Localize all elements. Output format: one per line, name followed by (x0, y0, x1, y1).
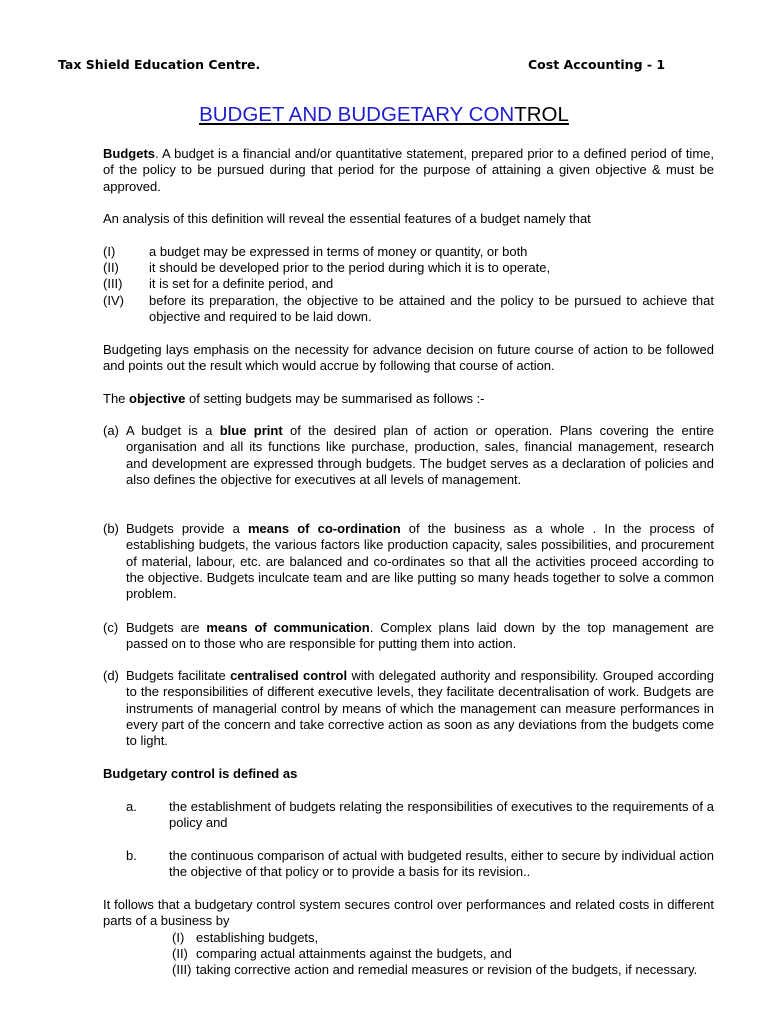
objective-post: of the desired plan of action or operation. Plans covering the entire organisation and all its functions like purchase, production, sales, financial management, research and development are expressed through budgets. The budget serves as a declaration of policies and also defines the objective for executives at all levels of management. (126, 423, 715, 487)
objective-post: of the business as a whole . In the process of establishing budgets, the various factors like production capacity, sales possibilities, and procurement of material, labour, etc. are balanced and co-ordinates so that all the activities proceed according to the objective. Budgets inculcate team and are like putting so many heads together to solve a common problem. (126, 521, 715, 602)
page-title (0, 103, 768, 127)
title-black-part: TROL (514, 103, 569, 126)
objective-post: with delegated authority and responsibility. Grouped according to the responsibilities of different executive levels, they facilitate decentralisation of work. Budgets are instruments of managerial control by means of which the management can measure performances in every part of the concern and take corrective action as soon as any deviations from the budgets come to light. (126, 668, 715, 749)
emphasis-paragraph: Budgeting lays emphasis on the necessity for advance decision on future course of action to be followed and points out the result which would accrue by following that course of action. (103, 342, 714, 374)
objective-pre: Budgets are (126, 620, 207, 635)
definition-paragraph (103, 146, 714, 195)
follows-item-text: taking corrective action and remedial measures or revision of the budgets, if necessary. (196, 962, 698, 977)
control-def-label: a. (126, 799, 137, 814)
objective-pre: Budgets provide a (126, 521, 248, 536)
definition-text: . A budget is a financial and/or quantitative statement, prepared prior to a defined period of time, of the policy to be pursued during that period for the purpose of attaining a given objective & must be approved. (103, 146, 714, 194)
control-def-text: the continuous comparison of actual with budgeted results, either to secure by individual action the objective of that policy or to provide a basis for its revision.. (169, 848, 714, 880)
objective-text (126, 423, 714, 488)
definition-term: Budgets (103, 146, 155, 161)
feature-number: (IV) (103, 293, 124, 308)
follows-item-number: (III) (172, 962, 192, 977)
objective-label: (a) (103, 423, 119, 438)
feature-text: a budget may be expressed in terms of money or quantity, or both (149, 244, 528, 259)
objective-bold: means of communication (206, 620, 370, 635)
control-heading: Budgetary control is defined as (103, 766, 298, 781)
follows-paragraph: It follows that a budgetary control system secures control over performances and related costs in different parts of a business by (103, 897, 714, 929)
feature-text: it should be developed prior to the period during which it is to operate, (149, 260, 551, 275)
feature-number: (I) (103, 244, 116, 259)
objective-intro-post: of setting budgets may be summarised as follows :- (185, 391, 485, 406)
objective-post: . Complex plans laid down by the top management are passed on to those who are responsible for putting them into action. (126, 620, 715, 652)
objective-bold: centralised control (230, 668, 348, 683)
follows-item-number: (II) (172, 946, 188, 961)
objective-intro-bold: objective (129, 391, 186, 406)
feature-number: (III) (103, 276, 123, 291)
objective-text (126, 620, 714, 653)
objective-pre: Budgets facilitate (126, 668, 231, 683)
objective-label: (b) (103, 521, 119, 536)
follows-item-text: establishing budgets, (196, 930, 319, 945)
follows-item-text: comparing actual attainments against the budgets, and (196, 946, 512, 961)
feature-text: before its preparation, the objective to be attained and the policy to be pursued to achieve that objective and required to be laid down. (149, 293, 714, 325)
header-right: Cost Accounting - 1 (528, 57, 666, 72)
objective-bold: means of co-ordination (247, 521, 401, 536)
feature-text: it is set for a definite period, and (149, 276, 334, 291)
control-def-label: b. (126, 848, 137, 863)
objective-pre: A budget is a (126, 423, 220, 438)
objective-label: (c) (103, 620, 119, 635)
control-def-text: the establishment of budgets relating the responsibilities of executives to the requirements of a policy and (169, 799, 714, 831)
objective-bold: blue print (219, 423, 283, 438)
follows-item-number: (I) (172, 930, 185, 945)
objective-text (126, 668, 714, 749)
analysis-intro: An analysis of this definition will reveal the essential features of a budget namely that (103, 211, 591, 226)
title-blue-part: BUDGET AND BUDGETARY CON (199, 103, 515, 126)
objective-label: (d) (103, 668, 119, 683)
objective-intro (103, 391, 714, 407)
feature-number: (II) (103, 260, 119, 275)
header-left: Tax Shield Education Centre. (58, 57, 261, 72)
objective-text (126, 521, 714, 602)
objective-intro-pre: The (103, 391, 130, 406)
